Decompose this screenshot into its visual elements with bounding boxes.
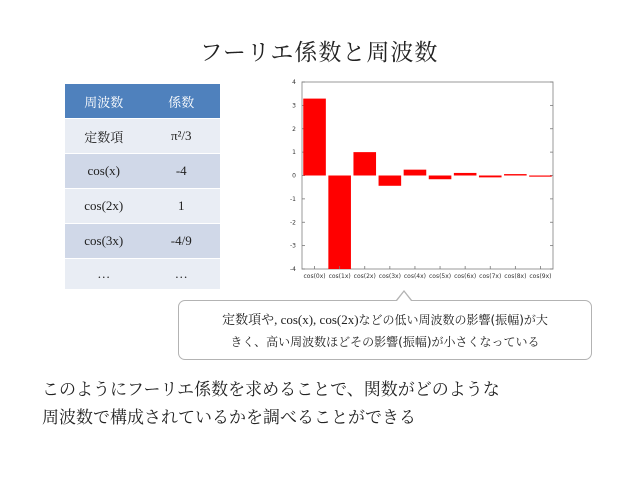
callout-box (178, 300, 592, 360)
table-row (65, 189, 220, 224)
table-header-row (65, 84, 220, 119)
x-tick-label: cos(0x) (303, 273, 326, 280)
table-cell: … (143, 259, 221, 290)
callout-pointer-fill (397, 292, 411, 301)
y-tick-label: 2 (292, 125, 296, 133)
table-row (65, 224, 220, 259)
bar (303, 99, 326, 176)
bar (404, 170, 427, 176)
y-tick-label: 0 (292, 172, 296, 180)
coefficient-table (65, 84, 220, 289)
bar (379, 176, 402, 186)
body-text (42, 376, 602, 432)
y-tick-label: 3 (292, 102, 296, 110)
y-tick-label: -3 (290, 242, 296, 250)
y-tick-label: -2 (290, 219, 296, 227)
y-tick-label: -1 (290, 195, 296, 203)
x-tick-label: cos(4x) (403, 273, 427, 280)
table-cell: cos(2x) (65, 189, 143, 224)
y-tick-label: -4 (290, 266, 296, 273)
table-row (65, 154, 220, 189)
table-cell: -4 (143, 154, 221, 189)
fourier-coefficient-chart (275, 76, 560, 290)
x-tick-label: cos(5x) (428, 273, 452, 280)
table-cell: -4/9 (143, 224, 221, 259)
bar (504, 174, 527, 175)
x-tick-label: cos(1x) (328, 273, 351, 280)
table-row (65, 259, 220, 290)
x-tick-label: cos(7x) (479, 273, 502, 280)
table-cell: … (65, 259, 143, 290)
table-cell: cos(x) (65, 154, 143, 189)
x-tick-label: cos(2x) (353, 273, 376, 280)
callout-text (187, 309, 583, 353)
slide-title: フーリエ係数と周波数 (199, 40, 439, 66)
header-coefficient: 係数 (143, 84, 221, 119)
table-row (65, 119, 220, 154)
x-tick-label: cos(6x) (454, 273, 477, 280)
table-cell: π²/3 (143, 119, 221, 154)
callout-line1-part1: 定数項や, cos(x), cos(2x) (222, 312, 359, 327)
bar (454, 173, 477, 176)
y-tick-label: 1 (292, 149, 296, 157)
callout-line1-part2: などの低い周波数の影響(振幅)が大 (358, 313, 548, 327)
header-frequency: 周波数 (65, 84, 143, 119)
y-tick-label: 4 (292, 79, 296, 86)
table-cell: 1 (143, 189, 221, 224)
bar (479, 176, 502, 178)
callout-line2: きく、高い周波数ほどその影響(振幅)が小さくなっている (230, 335, 540, 349)
body-line-1: このようにフーリエ係数を求めることで、関数がどのような (42, 380, 500, 400)
bar (353, 152, 376, 175)
bar (328, 176, 351, 270)
bar (429, 176, 452, 180)
x-tick-label: cos(3x) (378, 273, 401, 280)
table-cell: 定数項 (65, 119, 143, 154)
bar (529, 176, 552, 177)
table-cell: cos(3x) (65, 224, 143, 259)
x-tick-label: cos(8x) (504, 273, 527, 280)
x-tick-label: cos(9x) (529, 273, 552, 280)
body-line-2: 周波数で構成されているかを調べることができる (42, 408, 416, 428)
